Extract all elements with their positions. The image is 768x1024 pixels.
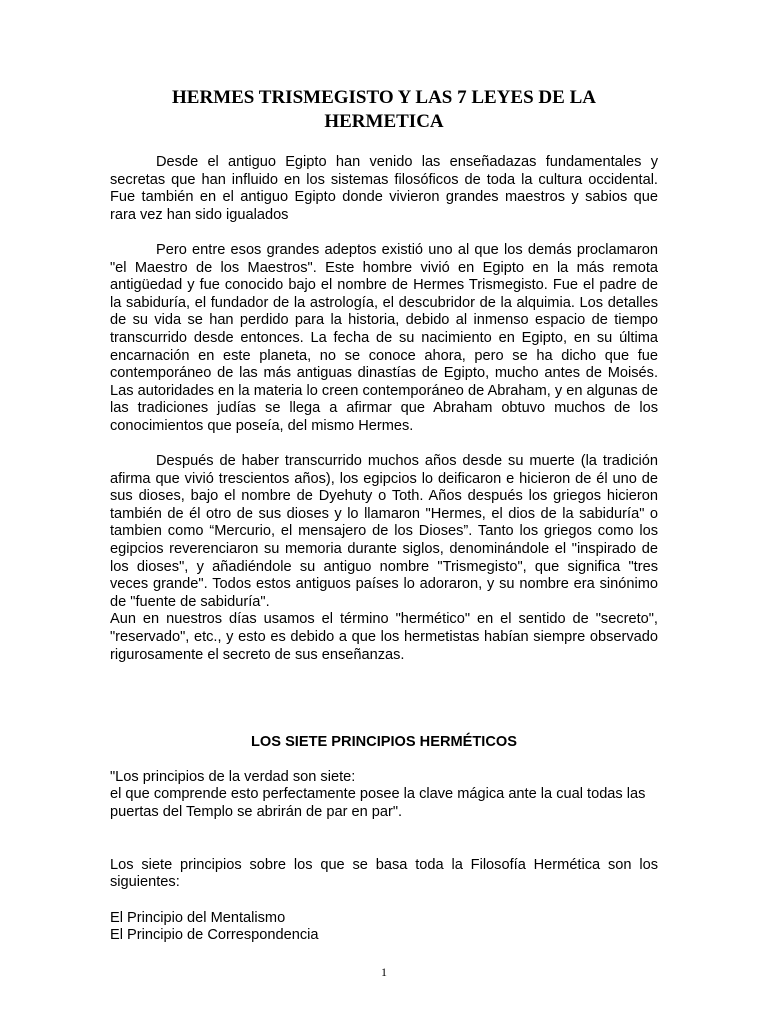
quote-block: [110, 769, 658, 822]
quote-line-2: el que comprende esto perfectamente posee la clave mágica ante la cual todas las puertas del Templo se abrirán de par en par".: [110, 786, 646, 820]
paragraph-gap: [110, 839, 658, 857]
paragraph-gap: [110, 224, 658, 242]
paragraph-gap: [110, 892, 658, 910]
paragraph-gap: [110, 436, 658, 454]
page-number: 1: [381, 965, 387, 979]
paragraph-3: Después de haber transcurrido muchos años desde su muerte (la tradición afirma que vivió trescientos años), los egipcios lo deificaron e hicieron de él uno de sus dioses, bajo el nombre de Dyehuty o Toth. Años después los griegos hicieron también de él otro de sus dioses y lo llamaron "Hermes, el dios de la sabiduría" o tambien como “Mercurio, el mensajero de los Dioses”. Tanto los griegos como los egipcios reverenciaron su memoria durante siglos, denominándole el "inspirado de los dioses", y añadiéndole su antiguo nombre "Trismegisto", que significa "tres veces grande". Todos estos antiguos países lo adoraron, y su nombre era sinónimo de "fuente de sabiduría".: [110, 453, 658, 610]
paragraph-gap: [110, 822, 658, 840]
paragraph-4: Aun en nuestros días usamos el término "hermético" en el sentido de "secreto", "reservado", etc., y esto es debido a que los hermetistas habían siempre observado rigurosamente el secreto de sus enseñanzas.: [110, 611, 658, 663]
principles-list: [110, 910, 658, 945]
section-title: LOS SIETE PRINCIPIOS HERMÉTICOS: [251, 734, 517, 751]
document-title: HERMES TRISMEGISTO Y LAS 7 LEYES DE LA HERMETICA: [172, 87, 596, 132]
list-item: El Principio de Correspondencia: [110, 927, 319, 944]
paragraph-2: Pero entre esos grandes adeptos existió uno al que los demás proclamaron "el Maestro de los Maestros". Este hombre vivió en Egipto en la más remota antigüedad y fue conocido bajo el nombre de Hermes Trismegisto. Fue el padre de la sabiduría, el fundador de la astrología, el descubridor de la alquimia. Los detalles de su vida se han perdido para la historia, debido al inmenso espacio de tiempo transcurrido desde entonces. La fecha de su nacimiento en Egipto, en su última encarnación en este planeta, no se conoce ahora, pero se ha dicho que fue contemporáneo de las más antiguas dinastías de Egipto, mucho antes de Moisés. Las autoridades en la materia lo creen contemporáneo de Abraham, y en algunas de las tradiciones judías se llega a afirmar que Abraham obtuvo muchos de los conocimientos que poseía, del mismo Hermes.: [110, 241, 658, 434]
list-item: El Principio del Mentalismo: [110, 909, 286, 926]
quote-line-1: "Los principios de la verdad son siete:: [110, 768, 356, 785]
principles-intro: Los siete principios sobre los que se basa toda la Filosofía Hermética son los siguientes:: [110, 856, 658, 891]
paragraph-1: Desde el antiguo Egipto han venido las enseñadazas fundamentales y secretas que han influido en los sistemas filosóficos de toda la cultura occidental. Fue también en el antiguo Egipto donde vivieron grandes maestros y sabios que rara vez han sido igualados: [110, 154, 658, 223]
